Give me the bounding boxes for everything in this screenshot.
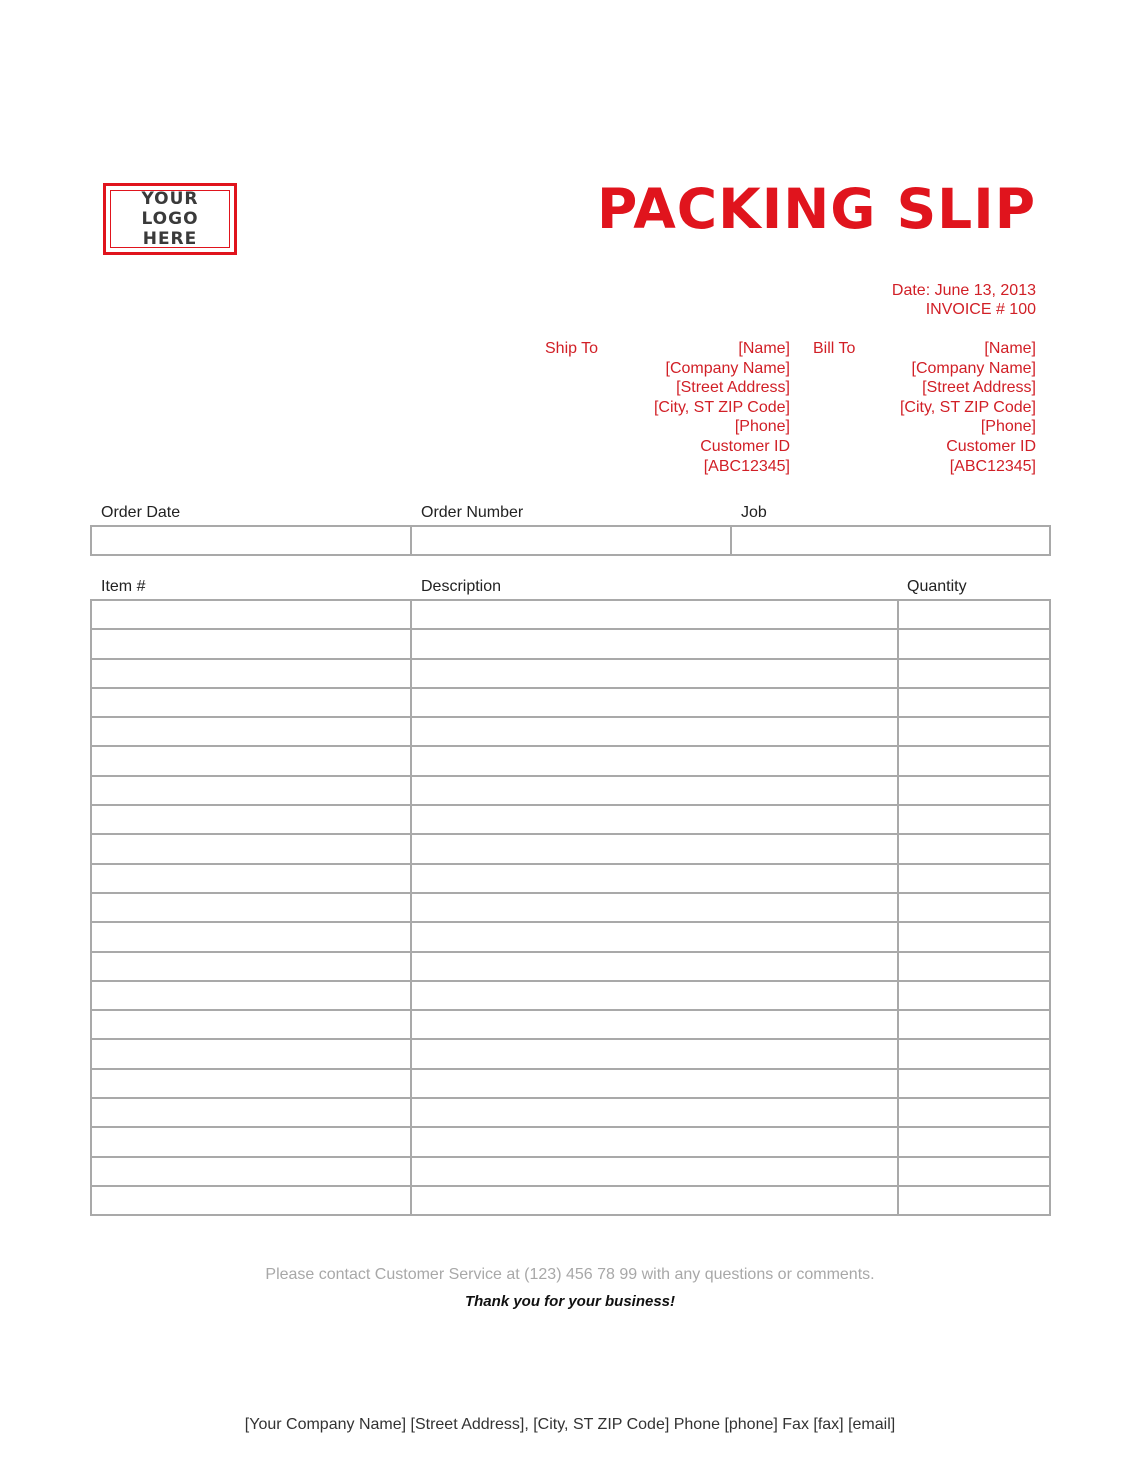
description-cell[interactable] bbox=[411, 834, 898, 863]
quantity-cell[interactable] bbox=[898, 981, 1050, 1010]
order-table bbox=[90, 525, 1051, 556]
table-row bbox=[91, 659, 1050, 688]
item-number-cell[interactable] bbox=[91, 834, 411, 863]
thank-you-note: Thank you for your business! bbox=[464, 1293, 676, 1310]
bill-to-company: [Company Name] bbox=[911, 359, 1036, 377]
quantity-cell[interactable] bbox=[898, 834, 1050, 863]
description-cell[interactable] bbox=[411, 1010, 898, 1039]
description-cell[interactable] bbox=[411, 893, 898, 922]
bill-to-city: [City, ST ZIP Code] bbox=[899, 398, 1036, 416]
quantity-cell[interactable] bbox=[898, 629, 1050, 658]
quantity-cell[interactable] bbox=[898, 1157, 1050, 1186]
item-number-cell[interactable] bbox=[91, 746, 411, 775]
item-number-cell[interactable] bbox=[91, 922, 411, 951]
item-number-cell[interactable] bbox=[91, 1157, 411, 1186]
item-number-cell[interactable] bbox=[91, 1039, 411, 1068]
quantity-cell[interactable] bbox=[898, 746, 1050, 775]
quantity-cell[interactable] bbox=[898, 1039, 1050, 1068]
table-row bbox=[91, 776, 1050, 805]
item-number-cell[interactable] bbox=[91, 1186, 411, 1215]
table-row bbox=[91, 600, 1050, 629]
quantity-cell[interactable] bbox=[898, 1186, 1050, 1215]
item-number-cell[interactable] bbox=[91, 981, 411, 1010]
description-cell[interactable] bbox=[411, 981, 898, 1010]
description-cell[interactable] bbox=[411, 1069, 898, 1098]
description-cell[interactable] bbox=[411, 922, 898, 951]
table-row bbox=[91, 1127, 1050, 1156]
quantity-header: Quantity bbox=[907, 578, 967, 595]
quantity-cell[interactable] bbox=[898, 1098, 1050, 1127]
description-cell[interactable] bbox=[411, 629, 898, 658]
item-number-cell[interactable] bbox=[91, 629, 411, 658]
table-row bbox=[91, 893, 1050, 922]
table-row bbox=[91, 805, 1050, 834]
ship-to-customer-id: [ABC12345] bbox=[703, 457, 790, 475]
quantity-cell[interactable] bbox=[898, 893, 1050, 922]
table-row bbox=[91, 1157, 1050, 1186]
description-cell[interactable] bbox=[411, 776, 898, 805]
order-date-cell[interactable] bbox=[91, 526, 411, 555]
description-cell[interactable] bbox=[411, 746, 898, 775]
description-cell[interactable] bbox=[411, 1157, 898, 1186]
table-row bbox=[91, 864, 1050, 893]
quantity-cell[interactable] bbox=[898, 776, 1050, 805]
order-date-header: Order Date bbox=[101, 504, 181, 521]
quantity-cell[interactable] bbox=[898, 1127, 1050, 1156]
date-line: Date: June 13, 2013 bbox=[891, 282, 1036, 299]
ship-to-customer-id-label: Customer ID bbox=[700, 437, 790, 455]
ship-to-phone: [Phone] bbox=[734, 418, 790, 436]
item-number-cell[interactable] bbox=[91, 717, 411, 746]
item-number-cell[interactable] bbox=[91, 893, 411, 922]
description-cell[interactable] bbox=[411, 1039, 898, 1068]
item-number-cell[interactable] bbox=[91, 659, 411, 688]
ship-to-company: [Company Name] bbox=[665, 359, 790, 377]
bill-to-phone: [Phone] bbox=[980, 418, 1036, 436]
table-row bbox=[91, 629, 1050, 658]
quantity-cell[interactable] bbox=[898, 659, 1050, 688]
description-cell[interactable] bbox=[411, 1098, 898, 1127]
bill-to-customer-id: [ABC12345] bbox=[949, 457, 1036, 475]
document-title: PACKING SLIP bbox=[596, 177, 1036, 241]
quantity-cell[interactable] bbox=[898, 1069, 1050, 1098]
bill-to-block bbox=[900, 339, 1036, 476]
description-cell[interactable] bbox=[411, 717, 898, 746]
bill-to-customer-id-label: Customer ID bbox=[946, 437, 1036, 455]
table-row bbox=[91, 1010, 1050, 1039]
quantity-cell[interactable] bbox=[898, 1010, 1050, 1039]
bill-to-label: Bill To bbox=[813, 340, 856, 357]
table-row bbox=[91, 746, 1050, 775]
ship-to-block bbox=[654, 339, 790, 476]
quantity-cell[interactable] bbox=[898, 600, 1050, 629]
bill-to-street: [Street Address] bbox=[922, 379, 1036, 397]
logo-line-2: HERE bbox=[142, 229, 198, 249]
order-number-header: Order Number bbox=[421, 504, 524, 521]
table-row bbox=[91, 1186, 1050, 1215]
contact-note: Please contact Customer Service at (123) 456 78 99 with any questions or comments. bbox=[265, 1266, 875, 1283]
quantity-cell[interactable] bbox=[898, 688, 1050, 717]
description-cell[interactable] bbox=[411, 600, 898, 629]
ship-to-street: [Street Address] bbox=[676, 379, 790, 397]
item-number-cell[interactable] bbox=[91, 1010, 411, 1039]
invoice-number: INVOICE # 100 bbox=[925, 301, 1036, 318]
table-row bbox=[91, 834, 1050, 863]
description-cell[interactable] bbox=[411, 1127, 898, 1156]
description-cell[interactable] bbox=[411, 952, 898, 981]
quantity-cell[interactable] bbox=[898, 805, 1050, 834]
table-row bbox=[91, 717, 1050, 746]
table-row bbox=[91, 952, 1050, 981]
quantity-cell[interactable] bbox=[898, 717, 1050, 746]
item-number-cell[interactable] bbox=[91, 805, 411, 834]
item-number-cell[interactable] bbox=[91, 688, 411, 717]
table-row bbox=[91, 1069, 1050, 1098]
items-table bbox=[90, 599, 1051, 1216]
company-logo bbox=[103, 183, 237, 255]
bill-to-name: [Name] bbox=[984, 340, 1036, 357]
description-header: Description bbox=[421, 578, 502, 595]
ship-to-label: Ship To bbox=[545, 340, 599, 357]
description-cell[interactable] bbox=[411, 1186, 898, 1215]
company-footer: [Your Company Name] [Street Address], [City, ST ZIP Code] Phone [phone] Fax [fax] [email] bbox=[244, 1416, 896, 1433]
item-number-cell[interactable] bbox=[91, 952, 411, 981]
job-cell[interactable] bbox=[731, 526, 1050, 555]
quantity-cell[interactable] bbox=[898, 922, 1050, 951]
logo-line-1: YOUR LOGO bbox=[141, 189, 199, 229]
item-number-cell[interactable] bbox=[91, 864, 411, 893]
order-number-cell[interactable] bbox=[411, 526, 731, 555]
table-row bbox=[91, 1039, 1050, 1068]
item-number-header: Item # bbox=[101, 578, 146, 595]
table-row bbox=[91, 922, 1050, 951]
item-number-cell[interactable] bbox=[91, 600, 411, 629]
item-number-cell[interactable] bbox=[91, 1127, 411, 1156]
description-cell[interactable] bbox=[411, 864, 898, 893]
table-row bbox=[91, 1098, 1050, 1127]
item-number-cell[interactable] bbox=[91, 1098, 411, 1127]
description-cell[interactable] bbox=[411, 805, 898, 834]
table-row bbox=[91, 688, 1050, 717]
quantity-cell[interactable] bbox=[898, 952, 1050, 981]
item-number-cell[interactable] bbox=[91, 1069, 411, 1098]
ship-to-name: [Name] bbox=[738, 340, 790, 357]
item-number-cell[interactable] bbox=[91, 776, 411, 805]
table-row bbox=[91, 981, 1050, 1010]
quantity-cell[interactable] bbox=[898, 864, 1050, 893]
description-cell[interactable] bbox=[411, 688, 898, 717]
job-header: Job bbox=[741, 504, 767, 521]
description-cell[interactable] bbox=[411, 659, 898, 688]
ship-to-city: [City, ST ZIP Code] bbox=[653, 398, 790, 416]
